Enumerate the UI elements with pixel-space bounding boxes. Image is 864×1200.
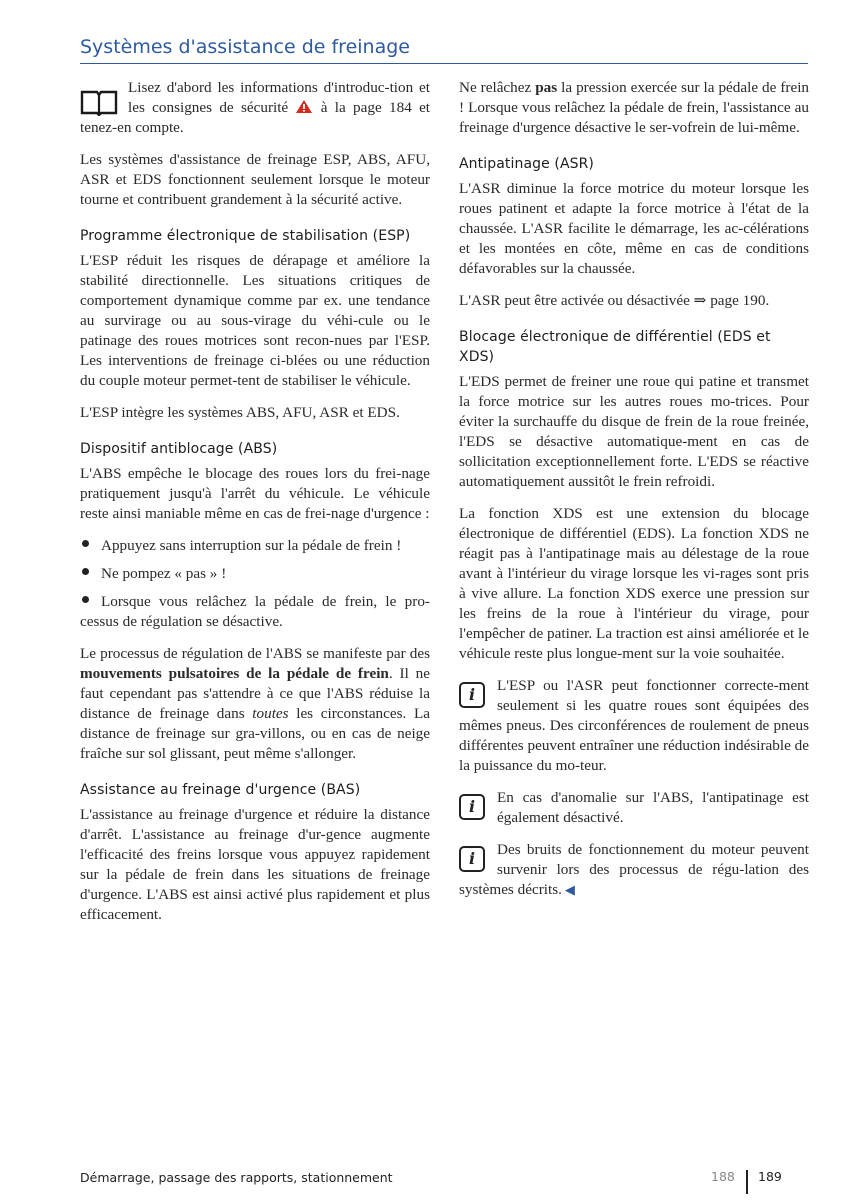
bold-emphasis: pas [535,79,558,96]
page-separator [746,1170,748,1194]
info-icon: i [459,846,485,872]
heading-abs: Dispositif antiblocage (ABS) [80,441,278,457]
asr-paragraph-2: L'ASR peut être activée ou désactivée ⇒ page 190. [459,292,770,309]
eds-paragraph-2: La fonction XDS est une extension du blocage électronique de différentiel (EDS). La fonction XDS ne réagit pas à l'antipatinage mais au délestage de la roue avant à l'intérieur du virage lorsque les vi-rages sont pris à vive allure. La fonction XDS exerce une pression sur les freins de la roue à l'intérieur du virage, pour l'empêcher de patiner. La traction est ainsi améliorée et le véhicule reste plus longue-ment sur la voie souhaitée. [459,505,809,662]
info-icon: i [459,794,485,820]
eds-paragraph-1: L'EDS permet de freiner une roue qui patine et transmet la force motrice sur les autres roues mo-trices. Pour éviter la surchauffe du disque de frein de la roue freinée, l'EDS se désactive automatique-ment en cas de sollicitation exceptionnellement forte. L'EDS se réactive automatiquement aussitôt le frein refroidi. [459,373,809,490]
info-note-2: i En cas d'anomalie sur l'ABS, l'antipatinage est également désactivé. [459,788,809,828]
italic-emphasis: toutes [252,705,289,722]
list-item: Lorsque vous relâchez la pédale de frein, le pro-cessus de régulation se désactive. [80,593,430,630]
bullet-icon [82,596,89,603]
esp-paragraph-2: L'ESP intègre les systèmes ABS, AFU, ASR et EDS. [80,404,400,421]
list-item: Ne pompez « pas » ! [80,564,430,584]
bullet-icon [82,568,89,575]
bas-continued-paragraph: Ne relâchez pas la pression exercée sur la pédale de frein ! Lorsque vous relâchez la pédale de frein, l'assistance au freinage d'urgence désactive le ser-vofrein de lui-même. [459,79,810,136]
overview-paragraph: Les systèmes d'assistance de freinage ESP, ABS, AFU, ASR et EDS fonctionnent seulement lorsque le moteur tourne et contribuent grandement à la sécurité active. [80,151,430,208]
left-column [80,78,430,937]
intro-text-b: à la page 184 et tenez-en compte. [80,99,431,136]
abs-paragraph-1: L'ABS empêche le blocage des roues lors du frei-nage pratiquement jusqu'à l'arrêt du véhicule. Le véhicule reste ainsi maniable même en cas de frei-nage d'urgence : [80,465,430,522]
end-of-section-arrow-icon: ◀ [564,882,575,897]
intro-text-a: Lisez d'abord les informations d'introduc-tion et les consignes de sécurité [128,79,430,116]
heading-esp: Programme électronique de stabilisation (ESP) [80,228,411,244]
info-icon: i [459,682,485,708]
bas-paragraph: L'assistance au freinage d'urgence et réduire la distance d'arrêt. L'assistance au freinage d'ur-gence augmente l'efficacité des freins lorsque vous appuyez rapidement sur la pédale de frein dans les situations de freinage d'urgence. L'ABS est ainsi activé plus rapidement et plus efficacement. [80,806,430,923]
abs-paragraph-2: Le processus de régulation de l'ABS se manifeste par des mouvements pulsatoires de la pédale de frein. Il ne faut cependant pas s'attendre à ce que l'ABS réduise la distance de freinage dans toutes les circonstances. La distance de freinage sur gra-villons, ou en cas de neige fraîche sur sol glissant, peut même s'allonger. [80,645,431,762]
list-item: Appuyez sans interruption sur la pédale de frein ! [80,536,430,556]
info-note-3: i Des bruits de fonctionnement du moteur peuvent survenir lors des processus de régu-lation des systèmes décrits. ◀ [459,841,809,898]
footer-chapter: Démarrage, passage des rapports, stationnement [80,1170,393,1185]
intro-paragraph [80,78,430,138]
header-rule [80,63,808,64]
esp-paragraph-1: L'ESP réduit les risques de dérapage et améliore la stabilité directionnelle. Les situations critiques de comportement dynamique comme par ex. une tendance au survirage ou au sous-virage du véhi-cule ou le patinage des roues motrices sont recon-nues par l'ESP. Les interventions de freinage ci-blées ou une réduction du couple moteur permet-tent de stabiliser le véhicule. [80,252,430,389]
bullet-icon [82,540,89,547]
section-title: Systèmes d'assistance de freinage [80,36,410,58]
book-icon [80,88,118,116]
page-number-left: 188 [711,1169,735,1184]
asr-paragraph-1: L'ASR diminue la force motrice du moteur lorsque les roues patinent et adapte la force motrice à l'état de la chaussée. L'ASR facilite le démarrage, les ac-célérations et les montées en côte, même en cas de conditions défavorables sur la chaussée. [459,180,809,277]
right-column [459,78,809,912]
bold-emphasis: mouvements pulsatoires de la pédale de frein [80,665,389,682]
info-note-1: i L'ESP ou l'ASR peut fonctionner correcte-ment seulement si les quatre roues sont équipées des mêmes pneus. Des circonférences de roulement de pneus différentes peuvent entraîner une réduction indésirable de la puissance du mo-teur. [459,677,809,774]
heading-bas: Assistance au freinage d'urgence (BAS) [80,782,361,798]
abs-bullet-list [80,536,430,632]
warning-triangle-icon [295,99,313,114]
heading-eds: Blocage électronique de différentiel (EDS et XDS) [459,329,771,365]
page-number-right: 189 [758,1169,782,1184]
heading-asr: Antipatinage (ASR) [459,156,594,172]
